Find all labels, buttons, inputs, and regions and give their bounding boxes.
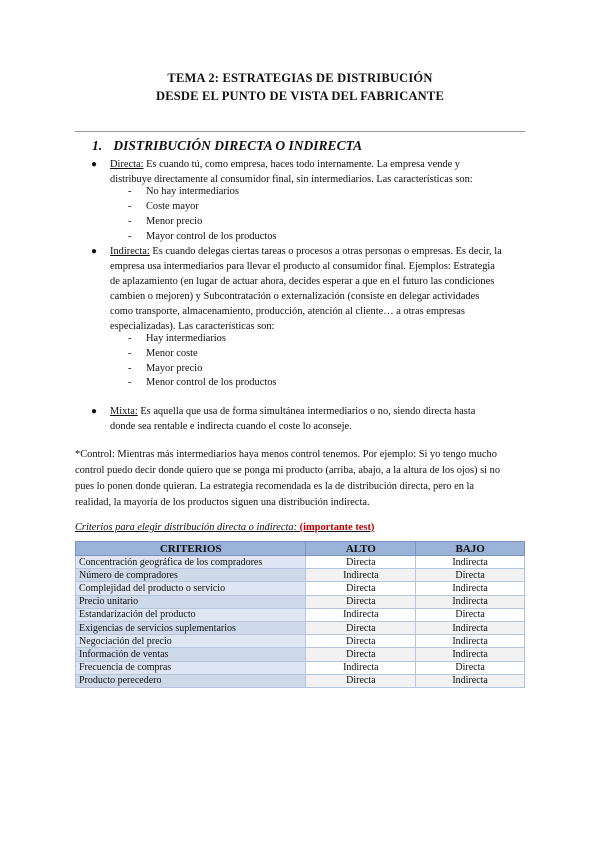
indirecta-term: Indirecta:	[110, 246, 150, 257]
criterion-cell: Número de compradores	[76, 569, 306, 582]
directa-line-2: distribuye directamente al consumidor final, sin intermediarios. Las características son:	[110, 174, 473, 185]
indirecta-line-6: especializadas). Las características son:	[110, 321, 275, 332]
alto-cell: Directa	[306, 556, 416, 569]
table-row	[76, 569, 525, 582]
bajo-cell: Indirecta	[416, 674, 525, 687]
directa-term: Directa:	[110, 159, 144, 170]
header-alto: ALTO	[306, 542, 416, 556]
bajo-cell: Indirecta	[416, 648, 525, 661]
control-line-3: pues lo ponen donde quieran. La estrategia recomendada es la de distribución directa, pero en la	[75, 481, 475, 492]
table-row	[76, 595, 525, 608]
bullet-icon: ●	[91, 246, 98, 257]
dash-icon: -	[128, 333, 132, 344]
directa-paragraph	[110, 157, 473, 187]
control-line-1: *Control: Mientras más intermediarios haya menos control tenemos. Por ejemplo: Si yo tengo mucho	[75, 449, 497, 460]
mixta-paragraph	[110, 404, 475, 434]
alto-cell: Directa	[306, 674, 416, 687]
criterion-cell: Complejidad del producto o servicio	[76, 582, 306, 595]
alto-cell: Directa	[306, 582, 416, 595]
horizontal-rule	[75, 131, 525, 132]
table-header-row	[76, 542, 525, 556]
section-title: DISTRIBUCIÓN DIRECTA O INDIRECTA	[113, 138, 363, 153]
criterion-cell: Precio unitario	[76, 595, 306, 608]
alto-cell: Directa	[306, 648, 416, 661]
table-row	[76, 674, 525, 687]
mixta-line-2: donde sea rentable e indirecta cuando el coste lo aconseje.	[110, 421, 352, 432]
directa-item: Coste mayor	[146, 201, 199, 212]
criteria-label	[75, 522, 374, 533]
dash-icon: -	[128, 186, 132, 197]
indirecta-line-4: cambien o mejoren) y Subcontratación o externalización (consiste en delegar actividades	[110, 291, 480, 302]
alto-cell: Indirecta	[306, 661, 416, 674]
indirecta-line-2: empresa usa intermediarios para llevar el producto al consumidor final. Ejemplos: Estrategia	[110, 261, 495, 272]
mixta-line-1: Mixta: Es aquella que usa de forma simultánea intermediarios o no, siendo directa hasta	[110, 406, 476, 417]
bullet-icon: ●	[91, 159, 98, 170]
important-badge: (importante test)	[299, 522, 375, 533]
criterion-cell: Frecuencia de compras	[76, 661, 306, 674]
dash-icon: -	[128, 348, 132, 359]
directa-line-1: Directa: Es cuando tú, como empresa, haces todo internamente. La empresa vende y	[110, 159, 460, 170]
table-row	[76, 635, 525, 648]
criterion-cell: Concentración geográfica de los compradores	[76, 556, 306, 569]
document-title-line-2: DESDE EL PUNTO DE VISTA DEL FABRICANTE	[155, 89, 444, 103]
mixta-term: Mixta:	[110, 406, 138, 417]
criteria-table	[75, 541, 525, 688]
control-line-4: realidad, la mayoría de los productos siguen una distribución indirecta.	[75, 497, 370, 508]
dash-icon: -	[128, 231, 132, 242]
table-row	[76, 648, 525, 661]
table-row	[76, 621, 525, 634]
bajo-cell: Indirecta	[416, 582, 525, 595]
table-row	[76, 661, 525, 674]
bajo-cell: Directa	[416, 661, 525, 674]
indirecta-item: Menor control de los productos	[146, 377, 277, 388]
indirecta-item: Hay intermediarios	[146, 333, 226, 344]
criterion-cell: Producto perecedero	[76, 674, 306, 687]
dash-icon: -	[128, 216, 132, 227]
bajo-cell: Indirecta	[416, 595, 525, 608]
criterion-cell: Estandarización del producto	[76, 608, 306, 621]
alto-cell: Directa	[306, 635, 416, 648]
indirecta-item: Menor coste	[146, 348, 198, 359]
alto-cell: Indirecta	[306, 569, 416, 582]
criteria-label-text: Criterios para elegir distribución directa o indirecta:	[75, 522, 298, 533]
table-row	[76, 608, 525, 621]
directa-item: Mayor control de los productos	[146, 231, 277, 242]
directa-item: No hay intermediarios	[146, 186, 239, 197]
control-line-2: control puedo decir donde quiero que se ponga mi producto (arriba, abajo, a la altura de los ojos) si no	[75, 465, 501, 476]
indirecta-line-3: de aplazamiento (en lugar de actuar ahora, decides esperar a que en el futuro las condiciones	[110, 276, 495, 287]
indirecta-line-1: Indirecta: Es cuando delegas ciertas tareas o procesos a otras personas o empresas. Es decir, la	[110, 246, 502, 257]
dash-icon: -	[128, 363, 132, 374]
dash-icon: -	[128, 201, 132, 212]
bajo-cell: Indirecta	[416, 621, 525, 634]
section-number: 1.	[92, 138, 103, 153]
alto-cell: Indirecta	[306, 608, 416, 621]
criterion-cell: Información de ventas	[76, 648, 306, 661]
bajo-cell: Directa	[416, 608, 525, 621]
criterion-cell: Negociación del precio	[76, 635, 306, 648]
bullet-icon: ●	[91, 406, 98, 417]
criterion-cell: Exigencias de servicios suplementarios	[76, 621, 306, 634]
dash-icon: -	[128, 377, 132, 388]
control-note	[75, 447, 500, 511]
table-row	[76, 582, 525, 595]
header-criterios: CRITERIOS	[76, 542, 306, 556]
indirecta-item: Mayor precio	[146, 363, 203, 374]
bajo-cell: Indirecta	[416, 556, 525, 569]
section-heading	[92, 138, 362, 154]
indirecta-paragraph	[110, 244, 502, 334]
alto-cell: Directa	[306, 595, 416, 608]
indirecta-line-5: como transporte, almacenamiento, producción, atención al cliente… a otras empresas	[110, 306, 465, 317]
alto-cell: Directa	[306, 621, 416, 634]
table-row	[76, 556, 525, 569]
directa-item: Menor precio	[146, 216, 203, 227]
document-title-line-1: TEMA 2: ESTRATEGIAS DE DISTRIBUCIÓN	[167, 71, 433, 85]
bajo-cell: Directa	[416, 569, 525, 582]
bajo-cell: Indirecta	[416, 635, 525, 648]
header-bajo: BAJO	[416, 542, 525, 556]
